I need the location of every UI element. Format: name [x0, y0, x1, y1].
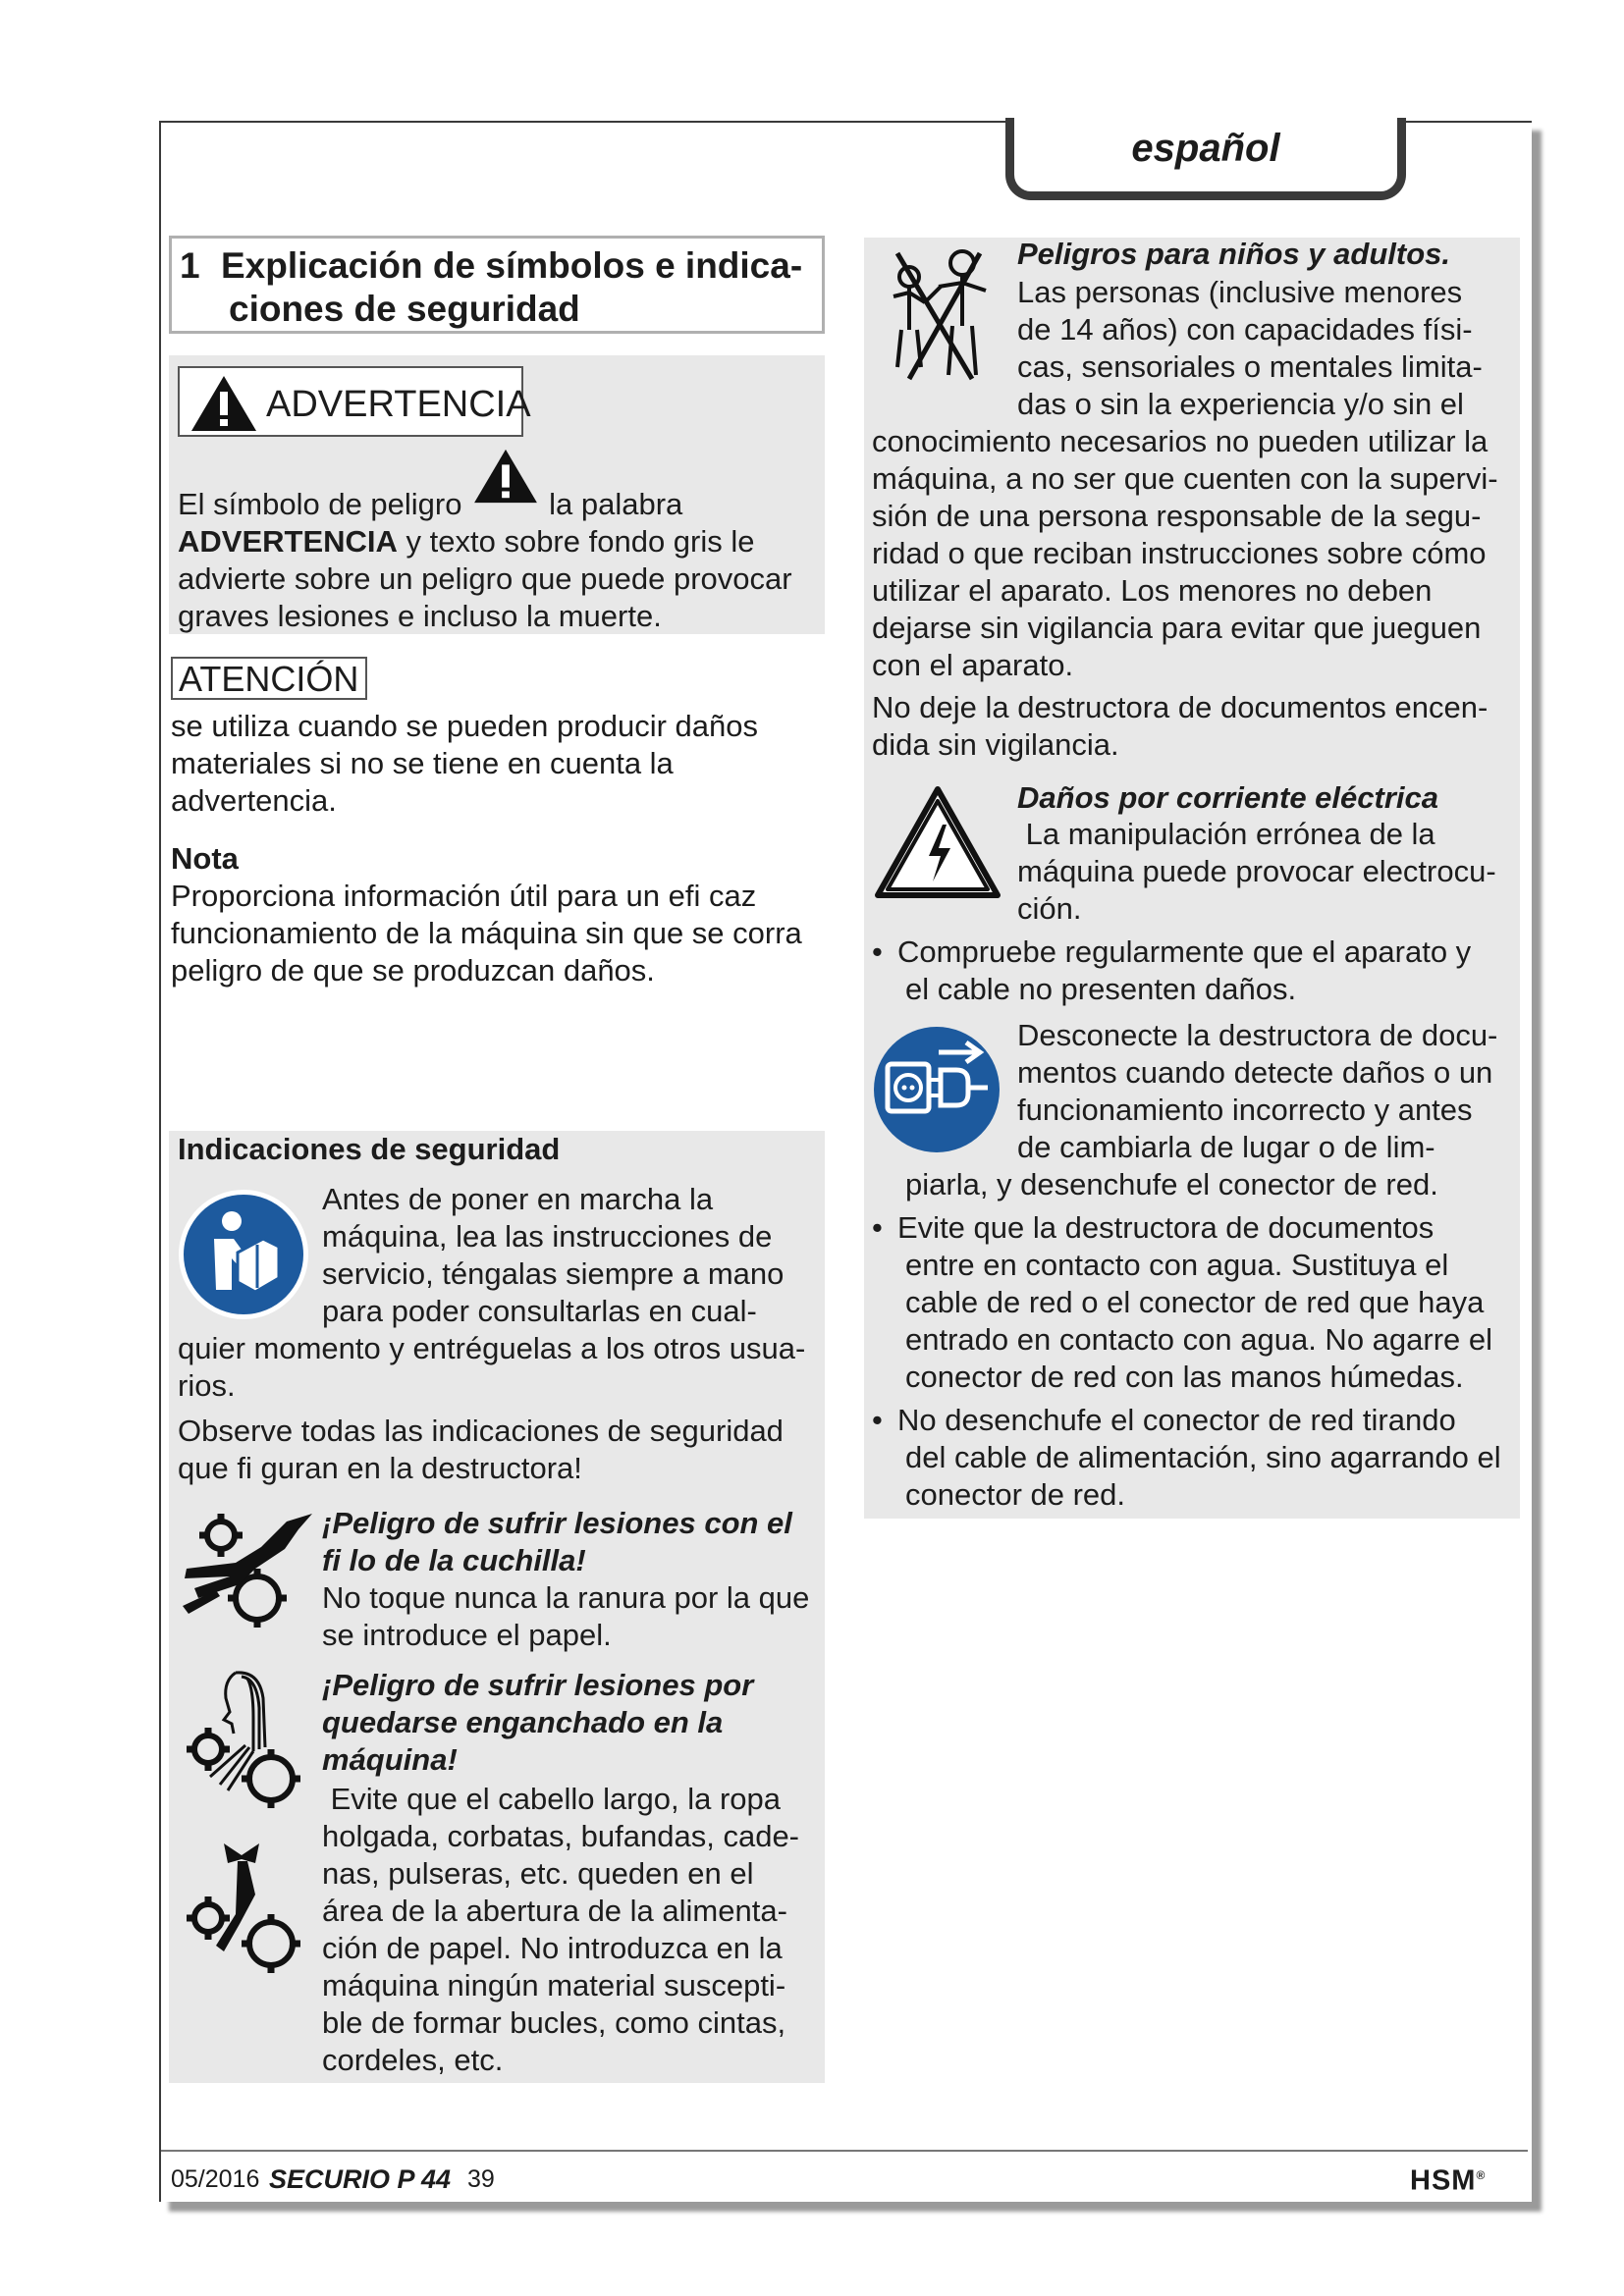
children-text-indented — [1017, 274, 1518, 423]
children-text-line: das o sin la experiencia y/o sin el — [1017, 387, 1464, 421]
attention-label-box — [171, 657, 367, 700]
unplug-mains-icon — [870, 1023, 1003, 1156]
bullet-line: Compruebe regularmente que el aparato y — [897, 934, 1472, 969]
bullet-check-cable — [872, 934, 1520, 1008]
blade-hazard-line: se introduce el papel. — [322, 1618, 612, 1652]
footer-divider — [161, 2150, 1528, 2152]
section-number: 1 — [180, 245, 200, 286]
blade-hazard-line: No toque nunca la ranura por la que — [322, 1580, 810, 1615]
unplug-line: funcionamiento incorrecto y antes — [1017, 1093, 1473, 1127]
warning-triangle-icon — [189, 374, 258, 433]
unplug-last-line: piarla, y desenchufe el conector de red. — [905, 1167, 1438, 1201]
unplug-line: mentos cuando detecte daños o un — [1017, 1055, 1493, 1090]
read-manual-line: servicio, téngalas siempre a mano — [322, 1256, 785, 1291]
attention-label: ATENCIÓN — [179, 659, 359, 699]
tie-entanglement-icon — [181, 1836, 308, 1973]
children-text-line: conocimiento necesarios no pueden utilizar la — [872, 424, 1489, 458]
bullet-line: del cable de alimentación, sino agarrando el — [905, 1440, 1501, 1474]
catch-hazard-title — [322, 1667, 823, 1779]
catch-hazard-line: ción de papel. No introduzca en la — [322, 1931, 783, 1965]
brand-logo — [1410, 2160, 1486, 2197]
footer-product: SECURIO P 44 — [269, 2164, 452, 2194]
warning-keyword: ADVERTENCIA — [178, 524, 398, 559]
catch-hazard-line: cordeles, etc. — [322, 2043, 504, 2077]
note-title: Nota — [171, 841, 239, 876]
observe-line: que fi guran en la destructora! — [178, 1451, 582, 1485]
hair-entanglement-icon — [181, 1669, 308, 1826]
bullet-line: conector de red. — [905, 1477, 1126, 1512]
warning-text-part: El símbolo de peligro — [178, 487, 471, 521]
warning-text — [178, 477, 816, 635]
catch-hazard-title-line: ¡Peligro de sufrir lesiones por — [322, 1668, 754, 1702]
bullet-line: entrado en contacto con agua. No agarre el — [905, 1322, 1493, 1357]
observe-text — [178, 1413, 821, 1487]
electric-text — [1017, 816, 1518, 928]
bullet-line: cable de red o el conector de red que haya — [905, 1285, 1485, 1319]
warning-label: ADVERTENCIA — [266, 384, 531, 425]
unattended-line: No deje la destructora de documentos encen- — [872, 690, 1489, 724]
bullet-line: No desenchufe el conector de red tirando — [897, 1403, 1456, 1437]
note-text — [171, 878, 819, 989]
warning-text-part: y texto sobre fondo gris le — [397, 524, 755, 559]
blade-hazard-text — [322, 1579, 823, 1654]
attention-text-line: advertencia. — [171, 783, 337, 818]
children-prohibited-icon — [880, 247, 996, 381]
catch-hazard-title-line: quedarse enganchado en la — [322, 1705, 724, 1739]
brand-mark: ® — [1476, 2168, 1487, 2182]
children-title: Peligros para niños y adultos. — [1017, 237, 1450, 271]
children-text-line: máquina, a no ser que cuenten con la supervi- — [872, 461, 1498, 496]
children-text-line: de 14 años) con capacidades físi- — [1017, 312, 1473, 347]
unplug-line: de cambiarla de lugar o de lim- — [1017, 1130, 1435, 1164]
bullet-marker: • — [872, 934, 883, 969]
warning-label-box — [178, 366, 531, 437]
catch-hazard-line: holgada, corbatas, bufandas, cade- — [322, 1819, 800, 1853]
warning-triangle-inline-icon — [472, 448, 539, 505]
warning-text-line: graves lesiones e incluso la muerte. — [178, 599, 662, 633]
catch-hazard-line: área de la abertura de la alimenta- — [322, 1894, 787, 1928]
read-manual-line: máquina, lea las instrucciones de — [322, 1219, 773, 1254]
unplug-line: Desconecte la destructora de docu- — [1017, 1018, 1498, 1052]
children-text-line: ridad o que reciban instrucciones sobre cómo — [872, 536, 1487, 570]
warning-text-line — [178, 523, 816, 561]
children-text-line: utilizar el aparato. Los menores no deben — [872, 573, 1433, 608]
electric-shock-icon — [874, 785, 1001, 899]
electric-title: Daños por corriente eléctrica — [1017, 780, 1438, 815]
section-title-line: Explicación de símbolos e indica- — [221, 245, 803, 286]
section-title-line: ciones de seguridad — [229, 289, 580, 329]
electric-text-line: máquina puede provocar electrocu- — [1017, 854, 1496, 888]
read-manual-text-cont — [178, 1330, 821, 1405]
section-title — [221, 244, 810, 331]
read-manual-text — [322, 1181, 823, 1330]
electric-text-line: ción. — [1017, 891, 1082, 926]
children-text-line: sión de una persona responsable de la segu- — [872, 499, 1482, 533]
children-text-line: dejarse sin vigilancia para evitar que jueguen — [872, 611, 1482, 645]
children-text-full — [872, 423, 1520, 684]
blade-hazard-title-line: ¡Peligro de sufrir lesiones con el — [322, 1506, 792, 1540]
unattended-line: dida sin vigilancia. — [872, 727, 1119, 762]
catch-hazard-title-line: máquina! — [322, 1742, 458, 1777]
catch-hazard-line: nas, pulseras, etc. queden en el — [322, 1856, 754, 1891]
observe-line: Observe todas las indicaciones de seguridad — [178, 1414, 784, 1448]
bullet-unplug-connector — [872, 1402, 1526, 1514]
attention-text — [171, 708, 819, 820]
children-text-line: con el aparato. — [872, 648, 1074, 682]
attention-text-line: materiales si no se tiene en cuenta la — [171, 746, 674, 780]
catch-hazard-line: ble de formar bucles, como cintas, — [322, 2005, 786, 2040]
bullet-water — [872, 1209, 1520, 1396]
read-manual-line: quier momento y entréguelas a los otros usua- — [178, 1331, 806, 1365]
catch-hazard-text — [322, 1781, 823, 2079]
warning-text-line — [178, 477, 816, 523]
language-label: español — [1131, 127, 1280, 170]
note-text-line: funcionamiento de la máquina sin que se corra — [171, 916, 802, 950]
safety-title: Indicaciones de seguridad — [178, 1132, 561, 1166]
read-manual-icon — [177, 1188, 310, 1321]
unplug-text — [1017, 1017, 1518, 1166]
warning-inline-symbol — [470, 477, 549, 514]
bullet-marker: • — [872, 1403, 883, 1437]
note-text-line: peligro de que se produzcan daños. — [171, 953, 655, 988]
footer-date: 05/2016 — [171, 2165, 260, 2193]
bullet-marker: • — [872, 1210, 883, 1245]
unattended-text — [872, 689, 1520, 764]
children-text-line: cas, sensoriales o mentales limita- — [1017, 349, 1483, 384]
blade-hand-hazard-icon — [177, 1508, 314, 1635]
bullet-line: conector de red con las manos húmedas. — [905, 1360, 1464, 1394]
catch-hazard-line: máquina ningún material suscepti- — [322, 1968, 786, 2002]
attention-text-line: se utiliza cuando se pueden producir daños — [171, 709, 759, 743]
note-text-line: Proporciona información útil para un efi caz — [171, 879, 757, 913]
catch-hazard-line: Evite que el cabello largo, la ropa — [322, 1782, 782, 1816]
section-title-box — [169, 236, 825, 334]
blade-hazard-title — [322, 1505, 823, 1579]
language-tab — [1005, 118, 1406, 200]
bullet-line: el cable no presenten daños. — [905, 972, 1297, 1006]
warning-text-line: advierte sobre un peligro que puede provocar — [178, 561, 792, 596]
blade-hazard-title-line: fi lo de la cuchilla! — [322, 1543, 586, 1577]
bullet-line: entre en contacto con agua. Sustituya el — [905, 1248, 1449, 1282]
read-manual-line: rios. — [178, 1368, 236, 1403]
read-manual-line: Antes de poner en marcha la — [322, 1182, 714, 1216]
electric-text-line: La manipulación errónea de la — [1017, 817, 1435, 851]
footer-page-number: 39 — [467, 2165, 495, 2193]
brand-name: HSM — [1410, 2164, 1477, 2197]
read-manual-line: para poder consultarlas en cual- — [322, 1294, 757, 1328]
warning-text-part: la palabra — [549, 487, 683, 521]
children-text-line: Las personas (inclusive menores — [1017, 275, 1463, 309]
bullet-line: Evite que la destructora de documentos — [897, 1210, 1435, 1245]
